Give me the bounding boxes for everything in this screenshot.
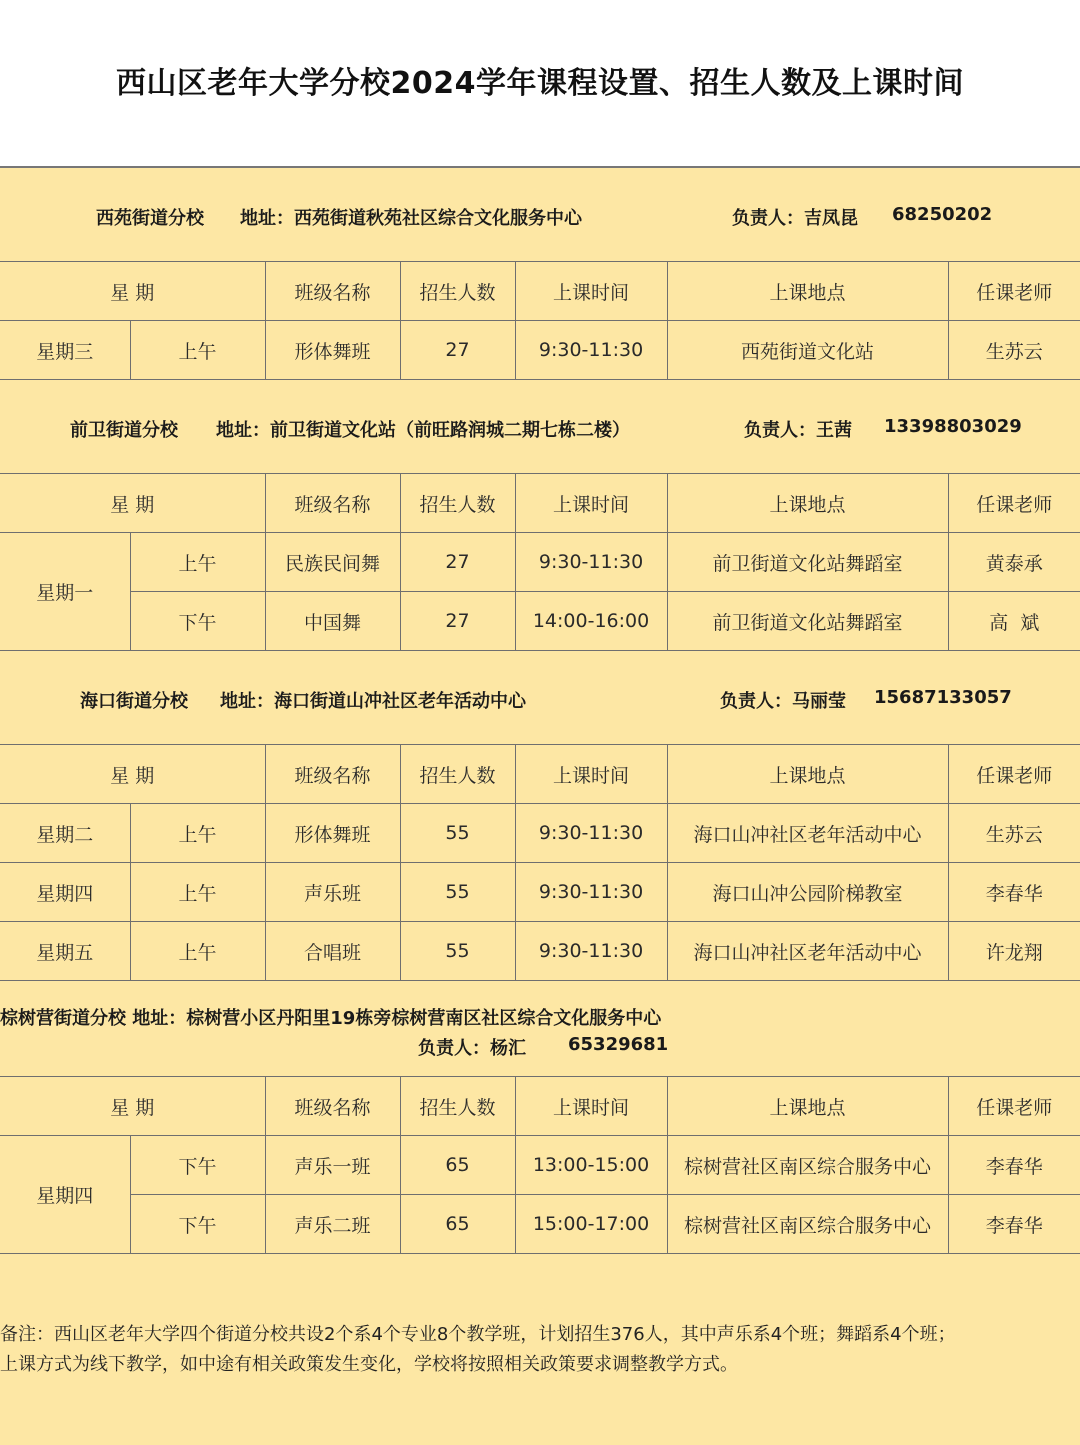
cell-teacher: 黄泰承 <box>948 533 1080 592</box>
header-count: 招生人数 <box>400 474 515 533</box>
cell-time: 9:30-11:30 <box>515 922 667 981</box>
cell-class: 民族民间舞 <box>265 533 400 592</box>
header-class: 班级名称 <box>265 1077 400 1136</box>
cell-period: 上午 <box>130 533 265 592</box>
table-header-row <box>0 745 1080 804</box>
cell-time: 14:00-16:00 <box>515 592 667 651</box>
cell-teacher: 高 斌 <box>948 592 1080 651</box>
cell-count: 55 <box>400 804 515 863</box>
header-time: 上课时间 <box>515 745 667 804</box>
page-title: 西山区老年大学分校2024学年课程设置、招生人数及上课时间 <box>116 66 964 101</box>
header-class: 班级名称 <box>265 262 400 321</box>
cell-teacher: 李春华 <box>948 1136 1080 1195</box>
cell-period: 下午 <box>130 592 265 651</box>
school-address: 地址：海口街道山冲社区老年活动中心 <box>220 691 526 712</box>
cell-class: 中国舞 <box>265 592 400 651</box>
school-address: 地址：西苑街道秋苑社区综合文化服务中心 <box>240 208 582 229</box>
header-teacher: 任课老师 <box>948 262 1080 321</box>
header-day: 星 期 <box>0 745 265 804</box>
table-header-row <box>0 1077 1080 1136</box>
school-contact: 负责人：王茜 <box>744 420 852 441</box>
schedule-table-zongshuying <box>0 1076 1080 1254</box>
table-row <box>0 321 1080 380</box>
cell-time: 9:30-11:30 <box>515 804 667 863</box>
school-name: 前卫街道分校 <box>70 420 178 441</box>
cell-place: 海口山冲公园阶梯教室 <box>667 863 948 922</box>
header-day: 星 期 <box>0 1077 265 1136</box>
cell-teacher: 生苏云 <box>948 321 1080 380</box>
cell-class: 声乐一班 <box>265 1136 400 1195</box>
header-count: 招生人数 <box>400 262 515 321</box>
cell-place: 前卫街道文化站舞蹈室 <box>667 533 948 592</box>
cell-day: 星期二 <box>0 804 130 863</box>
school-contact: 负责人：马丽莹 <box>720 691 846 712</box>
cell-day: 星期五 <box>0 922 130 981</box>
header-day: 星 期 <box>0 474 265 533</box>
table-row <box>0 1195 1080 1254</box>
header-day: 星 期 <box>0 262 265 321</box>
cell-place: 棕树营社区南区综合服务中心 <box>667 1136 948 1195</box>
cell-count: 27 <box>400 592 515 651</box>
school-name: 西苑街道分校 <box>96 208 204 229</box>
school-contact: 负责人：杨汇 <box>418 1038 526 1059</box>
footnote-line-1: 备注：西山区老年大学四个街道分校共设2个系4个专业8个教学班，计划招生376人，其中声乐系4个班；舞蹈系4个班； <box>0 1324 956 1345</box>
cell-class: 形体舞班 <box>265 804 400 863</box>
table-row <box>0 804 1080 863</box>
header-teacher: 任课老师 <box>948 1077 1080 1136</box>
header-count: 招生人数 <box>400 1077 515 1136</box>
cell-class: 声乐二班 <box>265 1195 400 1254</box>
school-phone: 15687133057 <box>874 687 1012 708</box>
cell-day: 星期四 <box>0 863 130 922</box>
cell-period: 上午 <box>130 804 265 863</box>
school-phone: 65329681 <box>568 1034 669 1055</box>
table-row <box>0 592 1080 651</box>
cell-day: 星期三 <box>0 321 130 380</box>
header-teacher: 任课老师 <box>948 745 1080 804</box>
cell-count: 65 <box>400 1195 515 1254</box>
cell-period: 下午 <box>130 1136 265 1195</box>
cell-teacher: 李春华 <box>948 863 1080 922</box>
header-place: 上课地点 <box>667 262 948 321</box>
cell-time: 9:30-11:30 <box>515 533 667 592</box>
header-teacher: 任课老师 <box>948 474 1080 533</box>
cell-place: 棕树营社区南区综合服务中心 <box>667 1195 948 1254</box>
cell-period: 上午 <box>130 863 265 922</box>
header-class: 班级名称 <box>265 745 400 804</box>
schedule-table-xiyuan <box>0 261 1080 380</box>
cell-time: 9:30-11:30 <box>515 321 667 380</box>
cell-time: 15:00-17:00 <box>515 1195 667 1254</box>
school-address: 地址：前卫街道文化站（前旺路润城二期七栋二楼） <box>216 420 630 441</box>
cell-place: 海口山冲社区老年活动中心 <box>667 804 948 863</box>
cell-day: 星期四 <box>0 1136 130 1254</box>
table-header-row <box>0 262 1080 321</box>
schedule-table-qianwei <box>0 473 1080 651</box>
header-place: 上课地点 <box>667 1077 948 1136</box>
cell-count: 27 <box>400 533 515 592</box>
cell-day: 星期一 <box>0 533 130 651</box>
footnote <box>0 1320 1080 1380</box>
header-place: 上课地点 <box>667 745 948 804</box>
school-name: 海口街道分校 <box>80 691 188 712</box>
cell-count: 55 <box>400 922 515 981</box>
cell-count: 65 <box>400 1136 515 1195</box>
header-time: 上课时间 <box>515 262 667 321</box>
cell-place: 西苑街道文化站 <box>667 321 948 380</box>
cell-place: 前卫街道文化站舞蹈室 <box>667 592 948 651</box>
school-contact: 负责人：吉凤昆 <box>732 208 858 229</box>
cell-class: 合唱班 <box>265 922 400 981</box>
school-phone: 13398803029 <box>884 416 1022 437</box>
header-time: 上课时间 <box>515 474 667 533</box>
school-name-address: 棕树营街道分校 地址：棕树营小区丹阳里19栋旁棕树营南区社区综合文化服务中心 <box>0 1008 662 1029</box>
table-row <box>0 922 1080 981</box>
cell-time: 9:30-11:30 <box>515 863 667 922</box>
cell-period: 下午 <box>130 1195 265 1254</box>
cell-class: 形体舞班 <box>265 321 400 380</box>
footnote-line-2: 上课方式为线下教学，如中途有相关政策发生变化，学校将按照相关政策要求调整教学方式。 <box>0 1354 738 1375</box>
cell-teacher: 李春华 <box>948 1195 1080 1254</box>
cell-time: 13:00-15:00 <box>515 1136 667 1195</box>
cell-period: 上午 <box>130 922 265 981</box>
cell-teacher: 生苏云 <box>948 804 1080 863</box>
cell-teacher: 许龙翔 <box>948 922 1080 981</box>
school-phone: 68250202 <box>892 204 993 225</box>
cell-class: 声乐班 <box>265 863 400 922</box>
schedule-table-haikou <box>0 744 1080 981</box>
schedule-panel <box>0 166 1080 1445</box>
cell-count: 27 <box>400 321 515 380</box>
header-count: 招生人数 <box>400 745 515 804</box>
table-row <box>0 533 1080 592</box>
cell-place: 海口山冲社区老年活动中心 <box>667 922 948 981</box>
table-row <box>0 1136 1080 1195</box>
cell-period: 上午 <box>130 321 265 380</box>
cell-count: 55 <box>400 863 515 922</box>
table-header-row <box>0 474 1080 533</box>
header-place: 上课地点 <box>667 474 948 533</box>
header-time: 上课时间 <box>515 1077 667 1136</box>
table-row <box>0 863 1080 922</box>
header-class: 班级名称 <box>265 474 400 533</box>
